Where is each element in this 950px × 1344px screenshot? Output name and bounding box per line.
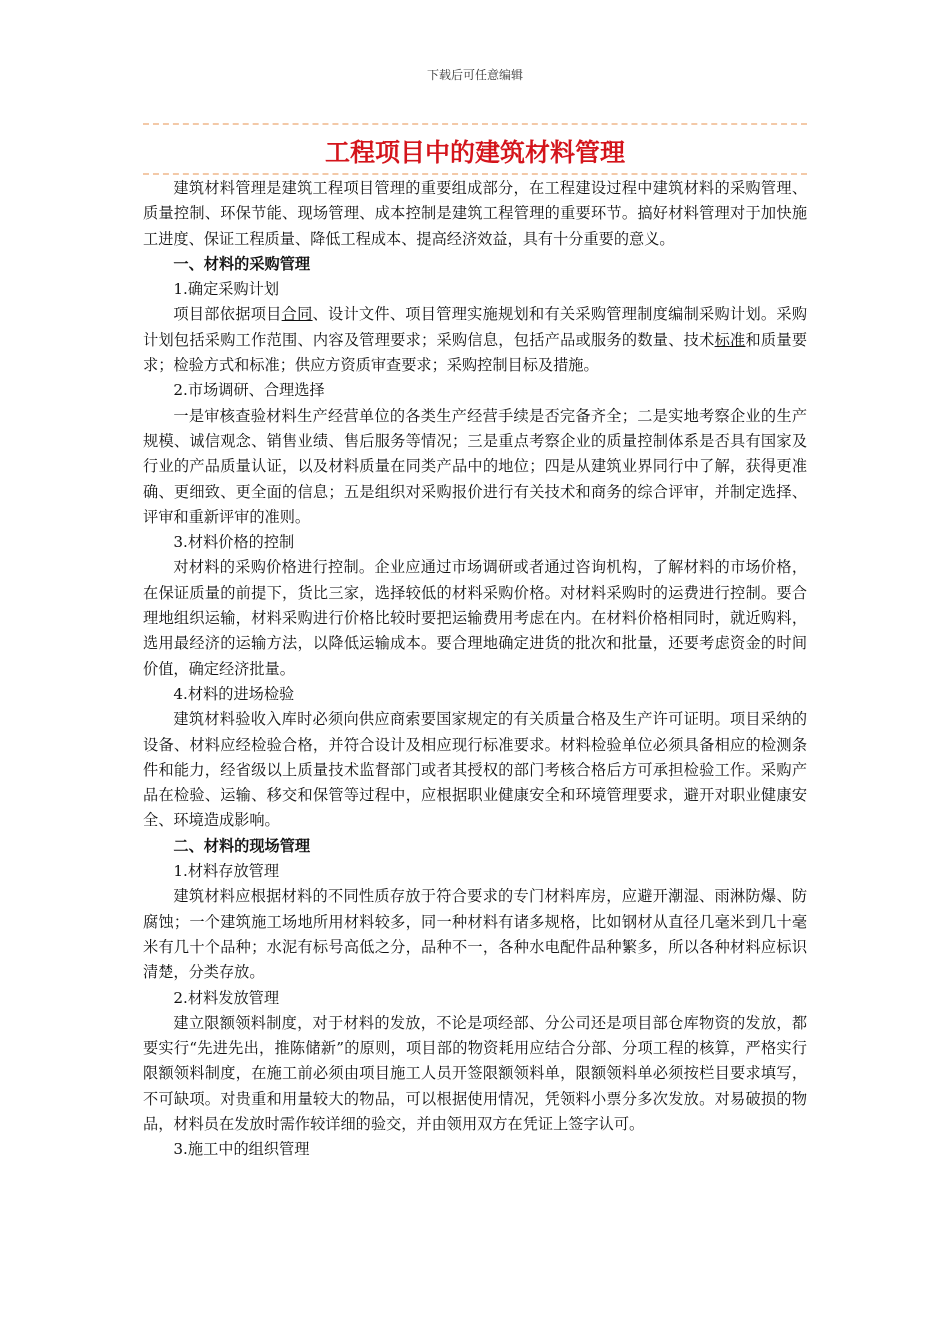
paragraph-procurement-plan [143,302,807,378]
subheading-price-control: 3.材料价格的控制 [173,533,295,552]
title-divider-bottom [143,173,807,175]
link-contract[interactable]: 合同 [281,305,313,324]
section-heading-procurement: 一、材料的采购管理 [173,254,311,273]
paragraph-storage: 建筑材料应根据材料的不同性质存放于符合要求的专门材料库房，应避开潮湿、雨淋防爆、防腐蚀；一个建筑施工场地所用材料较多，同一种材料有诸多规格，比如钢材从直径几毫米到几十毫米有几十个品种；水泥有标号高低之分，品种不一，各种水电配件品种繁多，所以各种材料应标识清楚，分类存放。 [143,887,807,982]
paragraph-incoming-inspection: 建筑材料验收入库时必须向供应商索要国家规定的有关质量合格及生产许可证明。项目采纳的设备、材料应经检验合格，并符合设计及相应现行标准要求。材料检验单位必须具备相应的检测条件和能力，经省级以上质量技术监督部门或者其授权的部门考核合格后方可承担检验工作。采购产品在检验、运输、移交和保管等过程中，应根据职业健康安全和环境管理要求，避开对职业健康安全、环境造成影响。 [143,710,807,830]
title-divider-top [143,123,807,125]
text-run: 、设计文件、项目管理实施规划和有关采购管理制度编制采购计划。采购计划包括采购工作范围、内容及管理要求；采购信息，包括产品或服务的数量、技术 [143,305,808,349]
section-heading-site-management: 二、材料的现场管理 [173,836,311,855]
header-note: 下载后可任意编辑 [426,68,523,82]
subheading-issuing: 2.材料发放管理 [173,988,280,1007]
document-body [143,176,807,1163]
link-standard[interactable]: 标准 [714,330,746,349]
subheading-market-research: 2.市场调研、合理选择 [173,381,325,400]
text-run: 和质量要求；检验方式和标准；供应方资质审查要求；采购控制目标及措施。 [143,330,808,375]
text-run: 项目部依据项目 [173,305,282,324]
document-title: 工程项目中的建筑材料管理 [324,138,625,167]
paragraph-market-research: 一是审核查验材料生产经营单位的各类生产经营手续是否完备齐全；二是实地考察企业的生产规模、诚信观念、销售业绩、售后服务等情况；三是重点考察企业的质量控制体系是否具有国家及行业的产品质量认证，以及材料质量在同类产品中的地位；四是从建筑业界同行中了解，获得更准确、更细致、更全面的信息；五是组织对采购报价进行有关技术和商务的综合评审，并制定选择、评审和重新评审的准则。 [143,406,807,526]
paragraph-price-control: 对材料的采购价格进行控制。企业应通过市场调研或者通过咨询机构，了解材料的市场价格，在保证质量的前提下，货比三家，选择较低的材料采购价格。对材料采购时的运费进行控制。要合理地组织运输，材料采购进行价格比较时要把运输费用考虑在内。在材料价格相同时，就近购料，选用最经济的运输方法，以降低运输成本。要合理地确定进货的批次和批量，还要考虑资金的时间价值，确定经济批量。 [143,558,807,678]
paragraph-issuing: 建立限额领料制度，对于材料的发放，不论是项经部、分公司还是项目部仓库物资的发放，都要实行“先进先出，推陈储新”的原则，项目部的物资耗用应结合分部、分项工程的核算，严格实行限额领料制度，在施工前必须由项目施工人员开签限额领料单，限额领料单必须按栏目要求填写，不可缺项。对贵重和用量较大的物品，可以根据使用情况，凭领料小票分多次发放。对易破损的物品，材料员在发放时需作较详细的验交，并由领用双方在凭证上签字认可。 [143,1013,807,1133]
subheading-storage: 1.材料存放管理 [173,862,280,881]
intro-paragraph: 建筑材料管理是建筑工程项目管理的重要组成部分，在工程建设过程中建筑材料的采购管理、质量控制、环保节能、现场管理、成本控制是建筑工程管理的重要环节。搞好材料管理对于加快施工进度、保证工程质量、降低工程成本、提高经济效益，具有十分重要的意义。 [143,179,807,248]
subheading-construction-organization: 3.施工中的组织管理 [173,1140,310,1159]
subheading-incoming-inspection: 4.材料的进场检验 [173,684,295,703]
subheading-procurement-plan: 1.确定采购计划 [173,280,280,299]
